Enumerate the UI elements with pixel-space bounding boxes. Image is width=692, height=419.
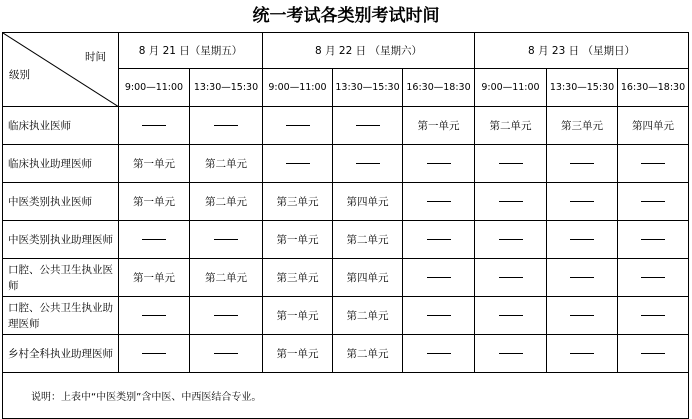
dash-mark: [641, 201, 665, 202]
exam-unit-cell: 第四单元: [333, 259, 403, 297]
empty-slot-cell: [119, 297, 190, 335]
empty-slot-cell: [119, 221, 190, 259]
empty-slot-cell: [547, 335, 618, 373]
dash-mark: [570, 353, 594, 354]
exam-unit-cell: 第二单元: [333, 297, 403, 335]
dash-mark: [142, 353, 166, 354]
dash-mark: [641, 353, 665, 354]
page-title: 统一考试各类别考试时间: [252, 6, 440, 26]
exam-unit-cell: 第二单元: [190, 259, 263, 297]
empty-slot-cell: [475, 183, 547, 221]
dash-mark: [356, 125, 380, 126]
exam-unit-cell: 第二单元: [333, 221, 403, 259]
empty-slot-cell: [475, 145, 547, 183]
table-note: 说明：上表中“中医类别”含中医、中西医结合专业。: [3, 373, 689, 419]
table-row: [3, 145, 689, 183]
empty-slot-cell: [618, 183, 689, 221]
exam-unit-cell: 第一单元: [119, 145, 190, 183]
level-label: 临床执业医师: [3, 107, 119, 145]
level-label: 口腔、公共卫生执业医师: [3, 259, 119, 297]
dash-mark: [427, 277, 451, 278]
dash-mark: [499, 353, 523, 354]
dash-mark: [570, 315, 594, 316]
dash-mark: [499, 163, 523, 164]
empty-slot-cell: [403, 145, 475, 183]
exam-unit-cell: 第二单元: [190, 183, 263, 221]
empty-slot-cell: [547, 145, 618, 183]
time-slot-header: 13:30—15:30: [547, 69, 618, 107]
level-header-label: 级别: [9, 69, 30, 81]
empty-slot-cell: [190, 221, 263, 259]
empty-slot-cell: [403, 259, 475, 297]
level-label: 临床执业助理医师: [3, 145, 119, 183]
empty-slot-cell: [333, 145, 403, 183]
exam-unit-cell: 第一单元: [403, 107, 475, 145]
time-header-label: 时间: [85, 51, 106, 63]
level-label: 口腔、公共卫生执业助理医师: [3, 297, 119, 335]
time-slot-header: 16:30—18:30: [403, 69, 475, 107]
table-row: [3, 297, 689, 335]
time-slot-header: 9:00—11:00: [263, 69, 333, 107]
exam-unit-cell: 第二单元: [333, 335, 403, 373]
empty-slot-cell: [403, 335, 475, 373]
empty-slot-cell: [618, 259, 689, 297]
exam-unit-cell: 第一单元: [263, 335, 333, 373]
empty-slot-cell: [475, 259, 547, 297]
table-row: [3, 183, 689, 221]
empty-slot-cell: [263, 107, 333, 145]
date-header: 8 月 21 日（星期五）: [119, 33, 263, 69]
dash-mark: [286, 125, 310, 126]
dash-mark: [214, 239, 238, 240]
time-slot-header: 13:30—15:30: [333, 69, 403, 107]
empty-slot-cell: [403, 297, 475, 335]
dash-mark: [427, 201, 451, 202]
time-slot-header: 13:30—15:30: [190, 69, 263, 107]
empty-slot-cell: [119, 335, 190, 373]
dash-mark: [499, 239, 523, 240]
empty-slot-cell: [403, 221, 475, 259]
empty-slot-cell: [190, 107, 263, 145]
empty-slot-cell: [547, 221, 618, 259]
dash-mark: [570, 163, 594, 164]
dash-mark: [356, 163, 380, 164]
dash-mark: [641, 277, 665, 278]
exam-unit-cell: 第四单元: [618, 107, 689, 145]
time-slot-header: 9:00—11:00: [119, 69, 190, 107]
dash-mark: [427, 353, 451, 354]
exam-unit-cell: 第三单元: [263, 183, 333, 221]
dash-mark: [214, 353, 238, 354]
dash-mark: [499, 277, 523, 278]
exam-unit-cell: 第二单元: [190, 145, 263, 183]
exam-unit-cell: 第一单元: [119, 259, 190, 297]
time-slot-header: 16:30—18:30: [618, 69, 689, 107]
date-header: 8 月 23 日 （星期日）: [475, 33, 689, 69]
dash-mark: [570, 277, 594, 278]
level-label: 乡村全科执业助理医师: [3, 335, 119, 373]
exam-unit-cell: 第三单元: [547, 107, 618, 145]
table-row: [3, 259, 689, 297]
dash-mark: [570, 239, 594, 240]
dash-mark: [142, 125, 166, 126]
empty-slot-cell: [547, 297, 618, 335]
exam-unit-cell: 第三单元: [263, 259, 333, 297]
exam-unit-cell: 第四单元: [333, 183, 403, 221]
empty-slot-cell: [119, 107, 190, 145]
dash-mark: [427, 315, 451, 316]
dash-mark: [570, 201, 594, 202]
dash-mark: [142, 239, 166, 240]
empty-slot-cell: [190, 297, 263, 335]
dash-mark: [499, 201, 523, 202]
level-label: 中医类别执业医师: [3, 183, 119, 221]
empty-slot-cell: [190, 335, 263, 373]
dash-mark: [142, 315, 166, 316]
empty-slot-cell: [263, 145, 333, 183]
empty-slot-cell: [403, 183, 475, 221]
empty-slot-cell: [618, 145, 689, 183]
header-corner-cell: [3, 33, 119, 107]
dash-mark: [641, 315, 665, 316]
empty-slot-cell: [475, 297, 547, 335]
dash-mark: [641, 163, 665, 164]
exam-unit-cell: 第一单元: [119, 183, 190, 221]
dash-mark: [499, 315, 523, 316]
exam-schedule-table: [2, 32, 689, 419]
dash-mark: [641, 239, 665, 240]
empty-slot-cell: [547, 183, 618, 221]
table-row: [3, 221, 689, 259]
empty-slot-cell: [618, 335, 689, 373]
empty-slot-cell: [475, 221, 547, 259]
empty-slot-cell: [547, 259, 618, 297]
exam-unit-cell: 第二单元: [475, 107, 547, 145]
time-slot-header: 9:00—11:00: [475, 69, 547, 107]
empty-slot-cell: [333, 107, 403, 145]
table-row: [3, 335, 689, 373]
level-label: 中医类别执业助理医师: [3, 221, 119, 259]
dash-mark: [427, 163, 451, 164]
date-header: 8 月 22 日 （星期六）: [263, 33, 475, 69]
table-row: [3, 107, 689, 145]
exam-unit-cell: 第一单元: [263, 297, 333, 335]
dash-mark: [286, 163, 310, 164]
dash-mark: [427, 239, 451, 240]
dash-mark: [214, 315, 238, 316]
dash-mark: [214, 125, 238, 126]
empty-slot-cell: [475, 335, 547, 373]
empty-slot-cell: [618, 297, 689, 335]
empty-slot-cell: [618, 221, 689, 259]
exam-unit-cell: 第一单元: [263, 221, 333, 259]
